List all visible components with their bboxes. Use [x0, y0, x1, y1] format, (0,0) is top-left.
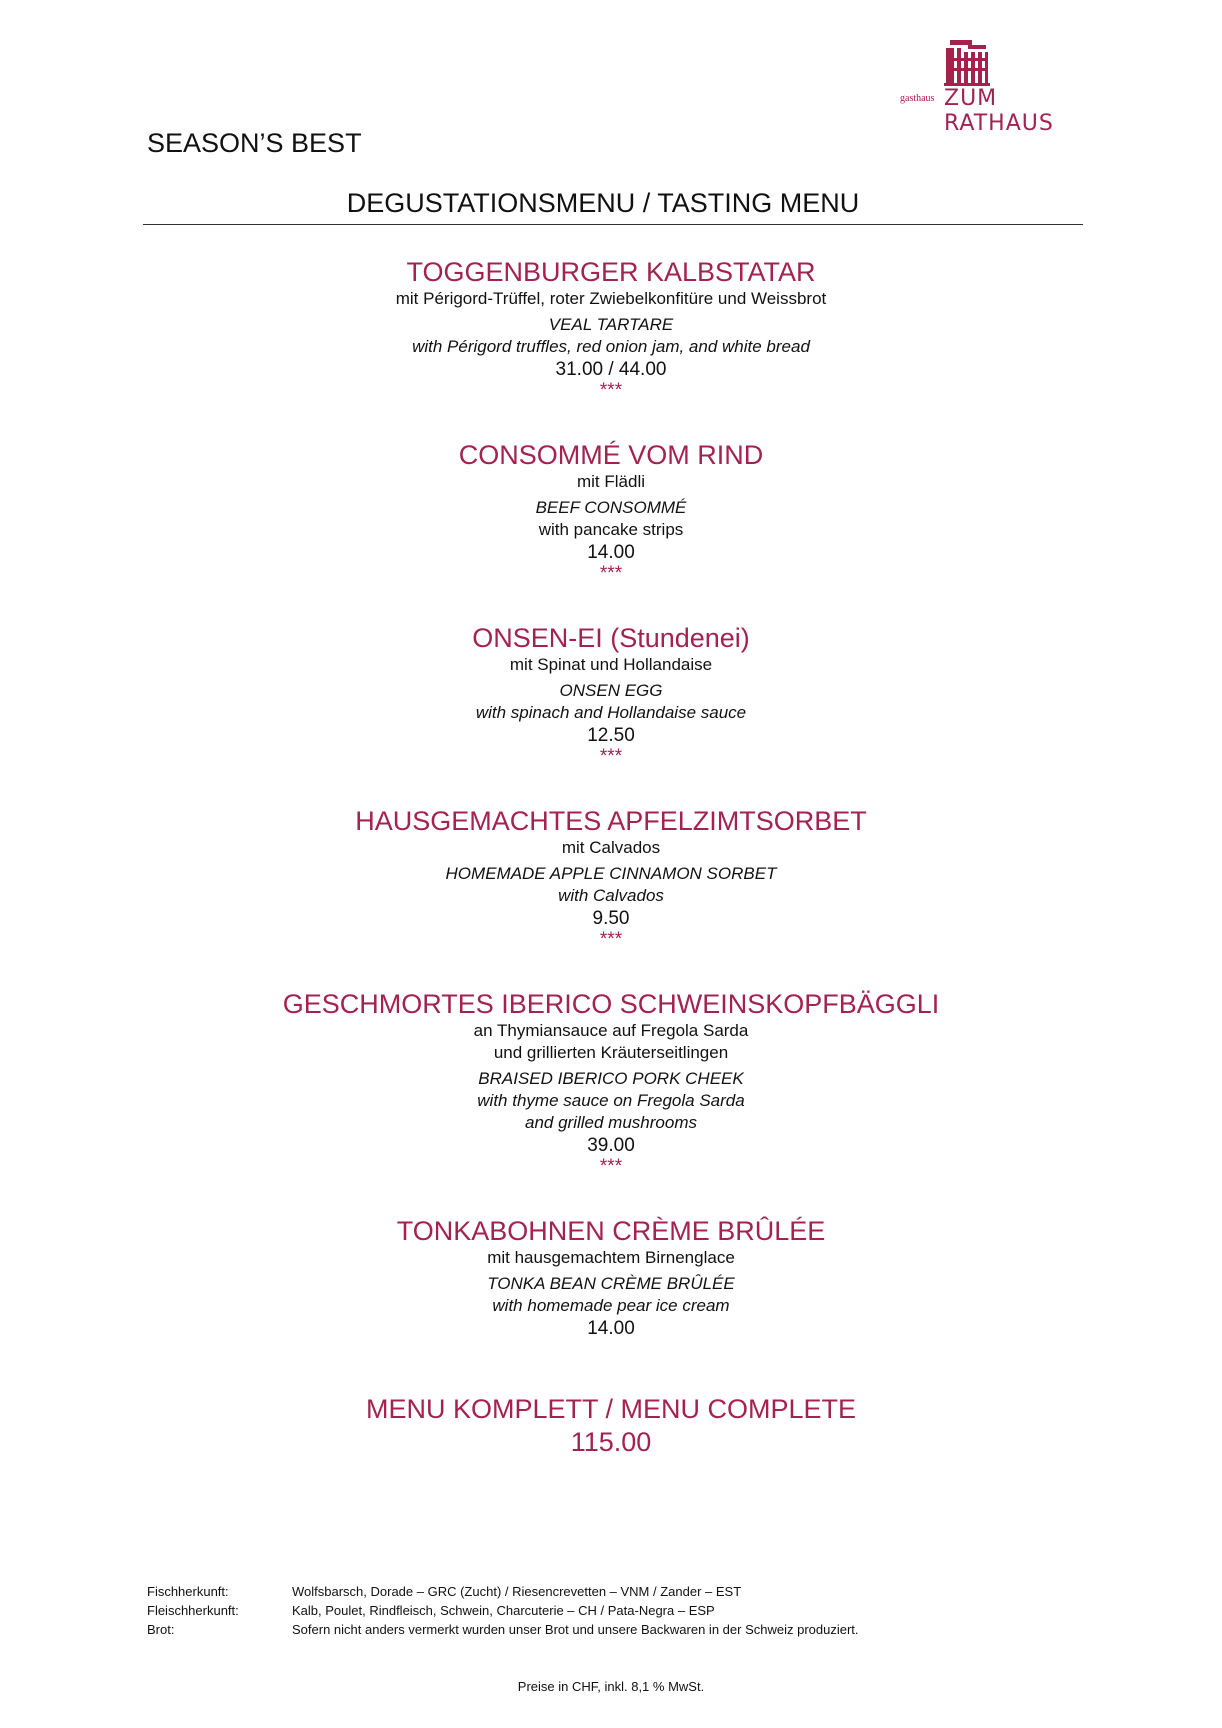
- course-price: 31.00 / 44.00: [555, 359, 667, 380]
- course-list: [0, 256, 1222, 1340]
- course-english-description: with thyme sauce on Fregola Sarda and grilled mushrooms: [477, 1091, 745, 1132]
- course-item: [0, 1215, 1222, 1340]
- course-separator: ***: [599, 563, 623, 584]
- course-title: TOGGENBURGER KALBSTATAR: [406, 257, 816, 287]
- course-title: GESCHMORTES IBERICO SCHWEINSKOPFBÄGGLI: [282, 989, 940, 1019]
- course-description: an Thymiansauce auf Fregola Sarda und grillierten Kräuterseitlingen: [473, 1021, 749, 1062]
- menu-total-title: MENU KOMPLETT / MENU COMPLETE: [365, 1394, 857, 1424]
- course-english-title: BRAISED IBERICO PORK CHEEK: [478, 1069, 744, 1088]
- origin-label: Brot:: [147, 1622, 175, 1637]
- course-price: 39.00: [587, 1135, 635, 1156]
- course-separator: ***: [599, 929, 623, 950]
- course-english: [0, 497, 1222, 541]
- brand-logo: [900, 40, 1100, 136]
- origin-value: Kalb, Poulet, Rindfleisch, Schwein, Charcuterie – CH / Pata-Negra – ESP: [292, 1603, 715, 1618]
- vat-note: Preise in CHF, inkl. 8,1 % MwSt.: [517, 1679, 705, 1694]
- origin-value: Sofern nicht anders vermerkt wurden unser Brot und unsere Backwaren in der Schweiz produziert.: [292, 1622, 859, 1637]
- origin-notes: [147, 1582, 859, 1639]
- course-english: [0, 1068, 1222, 1134]
- course-separator: ***: [599, 380, 623, 401]
- origin-value: Wolfsbarsch, Dorade – GRC (Zucht) / Riesencrevetten – VNM / Zander – EST: [292, 1584, 742, 1599]
- course-title: CONSOMMÉ VOM RIND: [458, 440, 764, 470]
- course-english-description: with homemade pear ice cream: [492, 1296, 730, 1315]
- course-english-title: BEEF CONSOMMÉ: [535, 498, 687, 517]
- course-english-description: with spinach and Hollandaise sauce: [475, 703, 747, 722]
- building-logo-icon: [944, 40, 990, 86]
- menu-total: [0, 1393, 1222, 1459]
- menu-heading-text: DEGUSTATIONSMENU / TASTING MENU: [346, 188, 860, 218]
- origin-row: [147, 1620, 859, 1639]
- course-item: [0, 256, 1222, 401]
- menu-heading: [0, 188, 1222, 219]
- course-english: [0, 863, 1222, 907]
- course-english-title: TONKA BEAN CRÈME BRÛLÉE: [487, 1274, 735, 1293]
- brand-small-text: gasthaus: [900, 93, 935, 104]
- origin-row: [147, 1582, 859, 1601]
- course-english: [0, 314, 1222, 358]
- origin-label: Fischherkunft:: [147, 1584, 229, 1599]
- origin-row: [147, 1601, 859, 1620]
- course-english-title: ONSEN EGG: [559, 681, 663, 700]
- course-separator: ***: [599, 746, 623, 767]
- course-english-description: with Périgord truffles, red onion jam, and white bread: [412, 337, 810, 356]
- course-item: [0, 805, 1222, 950]
- section-title: SEASON’S BEST: [147, 128, 362, 158]
- origin-label: Fleischherkunft:: [147, 1603, 239, 1618]
- brand-name: ZUM RATHAUS: [944, 86, 1054, 136]
- course-english-title: VEAL TARTARE: [548, 315, 674, 334]
- course-english: [0, 1273, 1222, 1317]
- course-title: ONSEN-EI (Stundenei): [472, 623, 750, 653]
- course-description: mit Calvados: [561, 838, 661, 857]
- course-description: mit hausgemachtem Birnenglace: [487, 1248, 735, 1267]
- course-description: mit Périgord-Trüffel, roter Zwiebelkonfitüre und Weissbrot: [395, 289, 827, 308]
- course-separator: ***: [599, 1156, 623, 1177]
- heading-divider: [143, 224, 1083, 225]
- course-description: mit Flädli: [576, 472, 645, 491]
- course-title: HAUSGEMACHTES APFELZIMTSORBET: [355, 806, 867, 836]
- course-price: 12.50: [587, 725, 635, 746]
- course-price: 14.00: [587, 542, 635, 563]
- course-english: [0, 680, 1222, 724]
- course-english-description: with Calvados: [558, 886, 664, 905]
- course-price: 9.50: [592, 908, 630, 929]
- course-description: mit Spinat und Hollandaise: [509, 655, 713, 674]
- course-title: TONKABOHNEN CRÈME BRÛLÉE: [396, 1216, 826, 1246]
- course-item: [0, 439, 1222, 584]
- course-english-description: with pancake strips: [538, 520, 684, 539]
- course-english-title: HOMEMADE APPLE CINNAMON SORBET: [445, 864, 777, 883]
- course-item: [0, 622, 1222, 767]
- course-price: 14.00: [587, 1318, 635, 1339]
- menu-total-price: 115.00: [570, 1427, 652, 1457]
- course-item: [0, 988, 1222, 1177]
